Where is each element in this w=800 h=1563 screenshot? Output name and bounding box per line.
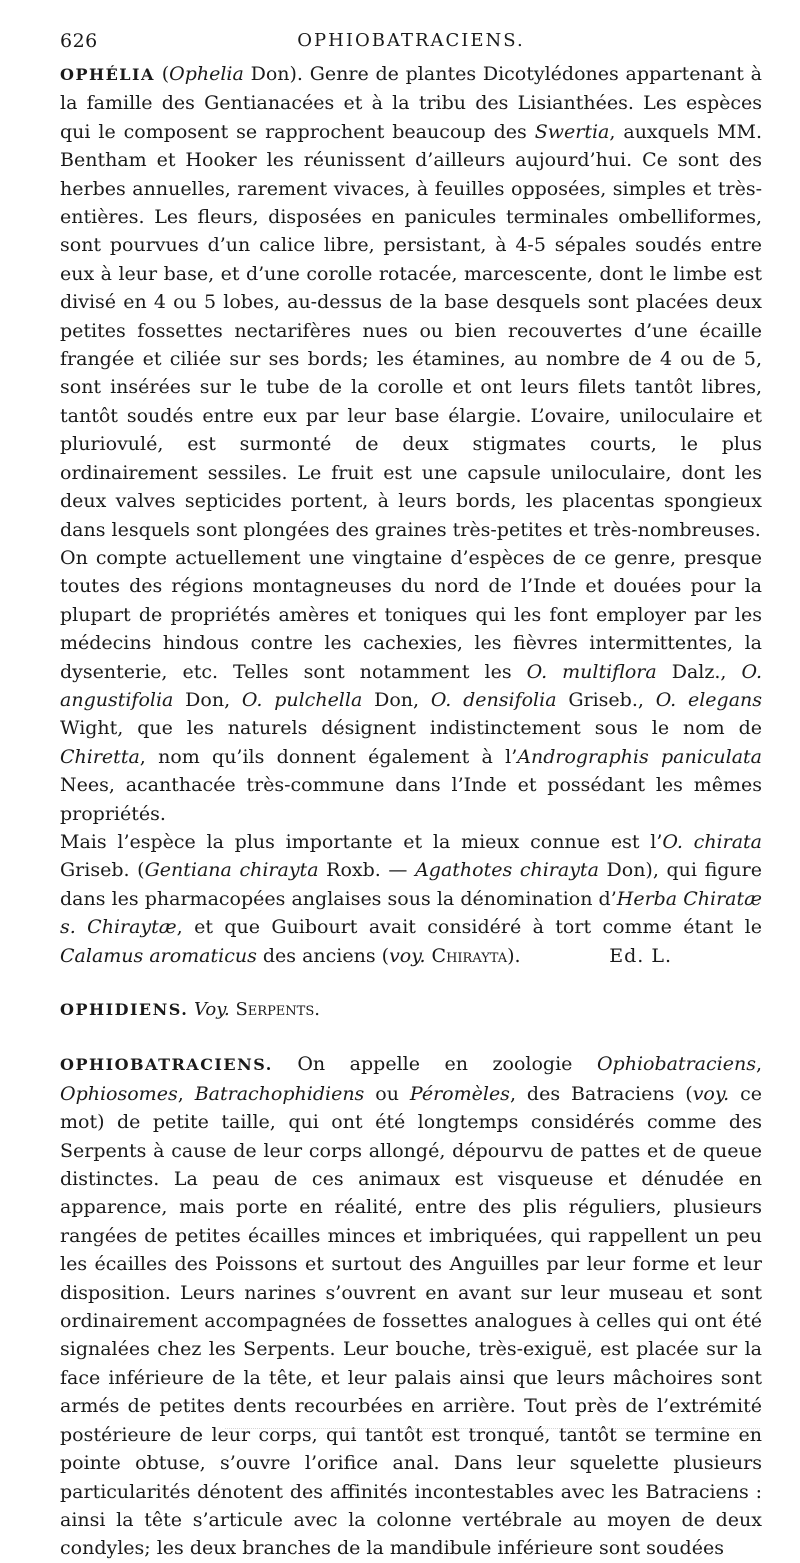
text-run: Griseb. (: [60, 859, 145, 882]
italic-run: Voy.: [194, 999, 230, 1020]
text-run: Nees, acanthacée très-commune dans l’Inde et possédant les mêmes propriétés.: [60, 774, 762, 825]
headword-ophiobatraciens: OPHIOBATRACIENS.: [60, 1055, 273, 1075]
italic-run: Péromèles: [409, 1082, 510, 1105]
italic-run: O. chirata: [662, 830, 763, 853]
italic-run: Ophiosomes: [60, 1082, 178, 1105]
scan-bleed-through: [225, 1428, 760, 1435]
text-run: (: [154, 63, 170, 85]
italic-run: Herba Chiratæ s. Chiraytæ: [60, 887, 762, 939]
italic-run: O. angustifolia: [60, 660, 762, 711]
running-header: [60, 22, 762, 56]
text-run: Don,: [362, 688, 431, 711]
text-run: , des Batraciens (: [509, 1082, 693, 1105]
ophelia-paragraph-1: [60, 60, 762, 544]
italic-run: Ophelia: [169, 63, 244, 85]
text-run: Dalz.,: [656, 660, 742, 683]
ophelia-paragraph-2: [60, 544, 762, 828]
text-run: des anciens (: [256, 944, 390, 967]
text-run: , et que Guibourt avait considéré à tort comme étant le: [176, 916, 762, 939]
text-run: Wight, que les naturels désignent indistinctement sous le nom de: [60, 717, 762, 740]
italic-run: Agathotes chirayta: [415, 859, 599, 882]
text-run: Don). Genre de plantes Dicotylédones appartenant à la famille des Gentianacées et à la tribu des Lisianthées. Les espèces qui le composent se rapprochent beaucoup des: [60, 63, 762, 143]
text-run: On appelle en zoologie: [272, 1053, 597, 1076]
text-run: ).: [507, 944, 521, 967]
author-signature: Ed. L.: [609, 944, 672, 967]
headword-ophidiens: OPHIDIENS.: [60, 1000, 189, 1019]
italic-run: voy.: [389, 944, 426, 967]
text-run: ou: [364, 1082, 410, 1105]
cross-reference: Chirayta: [425, 944, 508, 967]
text-run: ce mot) de petite taille, qui ont été longtemps considérés comme des Serpents à cause de leur corps allongé, dépourvu de pattes et de queue distinctes. La peau de ces animaux est visqueuse et dénudée en apparence, mais porte en réalité, entre des plis réguliers, plusieurs rangées de petites écailles minces et imbriquées, qui rappellent un peu les écailles des Poissons et surtout des Anguilles par leur forme et leur disposition. Leurs narines s’ouvrent en avant sur leur museau et sont ordinairement accompagnées de fossettes analogues à celles qui ont été signalées chez les Serpents. Leur bouche, très-exiguë, est placée sur la face inférieure de la tête, et leur palais ainsi que leurs mâchoires sont armés de petites dents recourbées en arrière. Tout près de l’extrémité postérieure de leur corps, qui tantôt est tronqué, tantôt se termine en pointe obtuse, s’ouvre l’orifice anal. Dans leur squelette plusieurs particularités dénotent des affinités incontestables avec les Batraciens : ainsi la tête s’articule avec la colonne vertébrale au moyen de deux condyles; les deux branches de la mandibule inférieure sont soudées: [60, 1082, 762, 1560]
ophelia-paragraph-3: [60, 828, 762, 970]
italic-run: Swertia: [534, 120, 610, 143]
italic-run: voy.: [692, 1082, 730, 1105]
entry-ophidiens: [60, 996, 762, 1024]
italic-run: Andrographis paniculata: [517, 745, 763, 768]
text-run: Mais l’espèce la plus importante et la mieux connue est l’: [60, 830, 663, 853]
ophiobatraciens-paragraph: [60, 1050, 762, 1562]
running-title: OPHIOBATRACIENS.: [297, 30, 525, 51]
page-number: 626: [60, 30, 98, 52]
italic-run: Batrachophidiens: [194, 1082, 365, 1105]
entry-ophelia: [60, 60, 762, 970]
text-run: ,: [755, 1053, 762, 1076]
italic-run: Ophiobatraciens: [596, 1053, 756, 1076]
entry-ophiobatraciens: [60, 1050, 762, 1562]
italic-run: Gentiana chirayta: [144, 859, 319, 882]
italic-run: O. elegans: [655, 688, 763, 711]
text-run: Don,: [173, 688, 242, 711]
text-run: Don), qui figure dans les pharmacopées anglaises sous la dénomination d’: [60, 859, 763, 910]
italic-run: O. pulchella: [241, 688, 363, 711]
ophidiens-paragraph: [60, 996, 762, 1024]
text-run: Roxb. —: [318, 859, 416, 882]
text-run: , auxquels MM. Bentham et Hooker les réunissent d’ailleurs aujourd’hui. Ce sont des herbes annuelles, rarement vivaces, à feuilles opposées, simples et très-entières. Les fleurs, disposées en panicules terminales ombelliformes, sont pourvues d’un calice libre, persistant, à 4-5 sépales soudés entre eux à leur base, et d’une corolle rotacée, marcescente, dont le limbe est divisé en 4 ou 5 lobes, au-dessus de la base desquels sont placées deux petites fossettes nectarifères nues ou bien recouvertes d’une écaille frangée et ciliée sur ses bords; les étamines, au nombre de 4 ou de 5, sont insérées sur le tube de la corolle et ont leurs filets tantôt libres, tantôt soudés entre eux par leur base élargie. L’ovaire, uniloculaire et pluriovulé, est surmonté de deux stigmates courts, le plus ordinairement sessiles. Le fruit est une capsule uniloculaire, dont les deux valves septicides portent, à leurs bords, les placentas spongieux dans lesquels sont plongées des graines très-petites et très-nombreuses.: [60, 120, 762, 541]
italic-run: Chiretta: [60, 745, 140, 768]
headword-ophelia: OPHÉLIA: [60, 65, 155, 84]
italic-run: O. multiflora: [526, 660, 657, 683]
text-run: ,: [177, 1082, 195, 1105]
italic-run: O. densifolia: [430, 688, 557, 711]
cross-reference: Serpents.: [229, 999, 320, 1020]
text-run: Griseb.,: [556, 688, 656, 711]
italic-run: Calamus aromaticus: [60, 944, 257, 967]
text-run: , nom qu’ils donnent également à l’: [139, 745, 518, 768]
text-run: On compte actuellement une vingtaine d’espèces de ce genre, presque toutes des régions montagneuses du nord de l’Inde et douées pour la plupart de propriétés amères et toniques qui les font employer par les médecins hindous contre les cachexies, les fièvres intermittentes, la dysenterie, etc. Telles sont notamment les: [60, 546, 762, 683]
